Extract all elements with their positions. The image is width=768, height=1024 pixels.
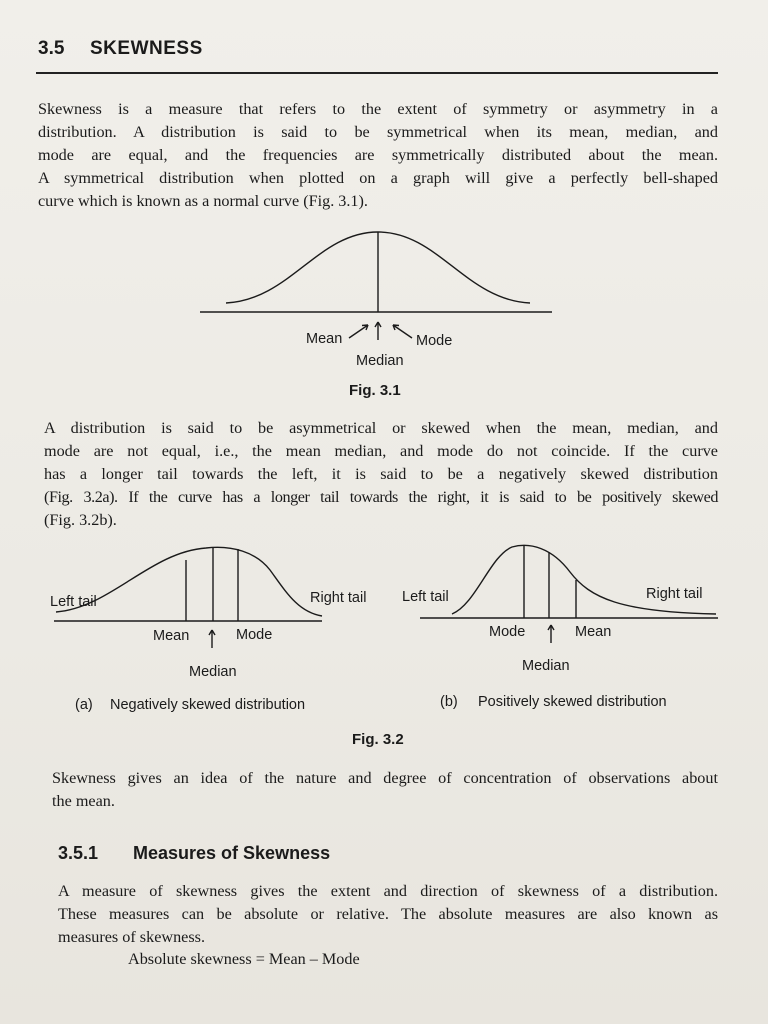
fig-3-1-normal-curve: [200, 232, 552, 340]
text-line: A distribution is said to be asymmetrical or skewed when the mean, median, and: [44, 419, 718, 437]
mode-arrow: [393, 325, 412, 338]
fig1-mean-label: Mean: [306, 331, 343, 347]
text-line: distribution. A distribution is said to be symmetrical when its mean, median, and: [38, 123, 718, 141]
fig2-caption: Fig. 3.2: [352, 731, 404, 748]
fig2b-caption-letter: (b): [440, 694, 458, 710]
fig2b-mean-label: Mean: [575, 624, 612, 640]
text-line: has a longer tail towards the left, it is said to be a negatively skewed distribution: [44, 465, 718, 483]
mean-arrow: [349, 325, 368, 338]
subsection-title: Measures of Skewness: [133, 843, 331, 863]
fig2a-caption: Negatively skewed distribution: [110, 697, 306, 713]
text-line: These measures can be absolute or relative. The absolute measures are also known as: [58, 905, 718, 923]
text-line: mode are not equal, i.e., the mean median, and mode do not coincide. If the curve: [44, 442, 718, 460]
text-line: the mean.: [52, 792, 115, 810]
fig2b-median-label: Median: [522, 658, 570, 674]
fig1-median-label: Median: [356, 353, 404, 369]
skew-curve: [452, 545, 716, 614]
paragraph-measures: [58, 880, 718, 949]
subsection-number: 3.5.1: [58, 843, 99, 863]
absolute-skewness-formula: Absolute skewness = Mean – Mode: [128, 950, 360, 968]
fig2a-median-label: Median: [189, 664, 237, 680]
fig2b-caption: Positively skewed distribution: [478, 694, 667, 710]
fig2b-right-tail-label: Right tail: [646, 586, 703, 602]
fig2a-mode-label: Mode: [236, 627, 273, 643]
paragraph-asymmetry: [44, 417, 718, 532]
fig1-caption: Fig. 3.1: [349, 382, 401, 399]
fig2a-mean-label: Mean: [153, 628, 190, 644]
section-number: 3.5: [38, 38, 65, 59]
text-line: mode are equal, and the frequencies are symmetrically distributed about the mean.: [38, 146, 718, 164]
text-line: A measure of skewness gives the extent and direction of skewness of a distribution.: [58, 882, 718, 900]
fig1-mode-label: Mode: [416, 333, 453, 349]
section-title: SKEWNESS: [90, 38, 203, 59]
text-line: Skewness gives an idea of the nature and degree of concentration of observations about: [52, 769, 718, 787]
paragraph-skewness-idea: [52, 767, 718, 813]
fig2b-mode-label: Mode: [489, 624, 526, 640]
text-line: curve which is known as a normal curve (Fig. 3.1).: [38, 192, 368, 210]
text-line: (Fig. 3.2a). If the curve has a longer tail towards the right, it is said to be positively skewed: [44, 488, 718, 506]
fig2a-caption-letter: (a): [75, 697, 93, 713]
text-line: measures of skewness.: [58, 928, 205, 946]
text-line: A symmetrical distribution when plotted on a graph will give a perfectly bell-shaped: [38, 169, 718, 187]
fig2a-left-tail-label: Left tail: [50, 594, 97, 610]
fig2a-right-tail-label: Right tail: [310, 590, 367, 606]
text-line: (Fig. 3.2b).: [44, 511, 117, 529]
text-line: Skewness is a measure that refers to the extent of symmetry or asymmetry in a: [38, 100, 718, 118]
fig2b-left-tail-label: Left tail: [402, 589, 449, 605]
